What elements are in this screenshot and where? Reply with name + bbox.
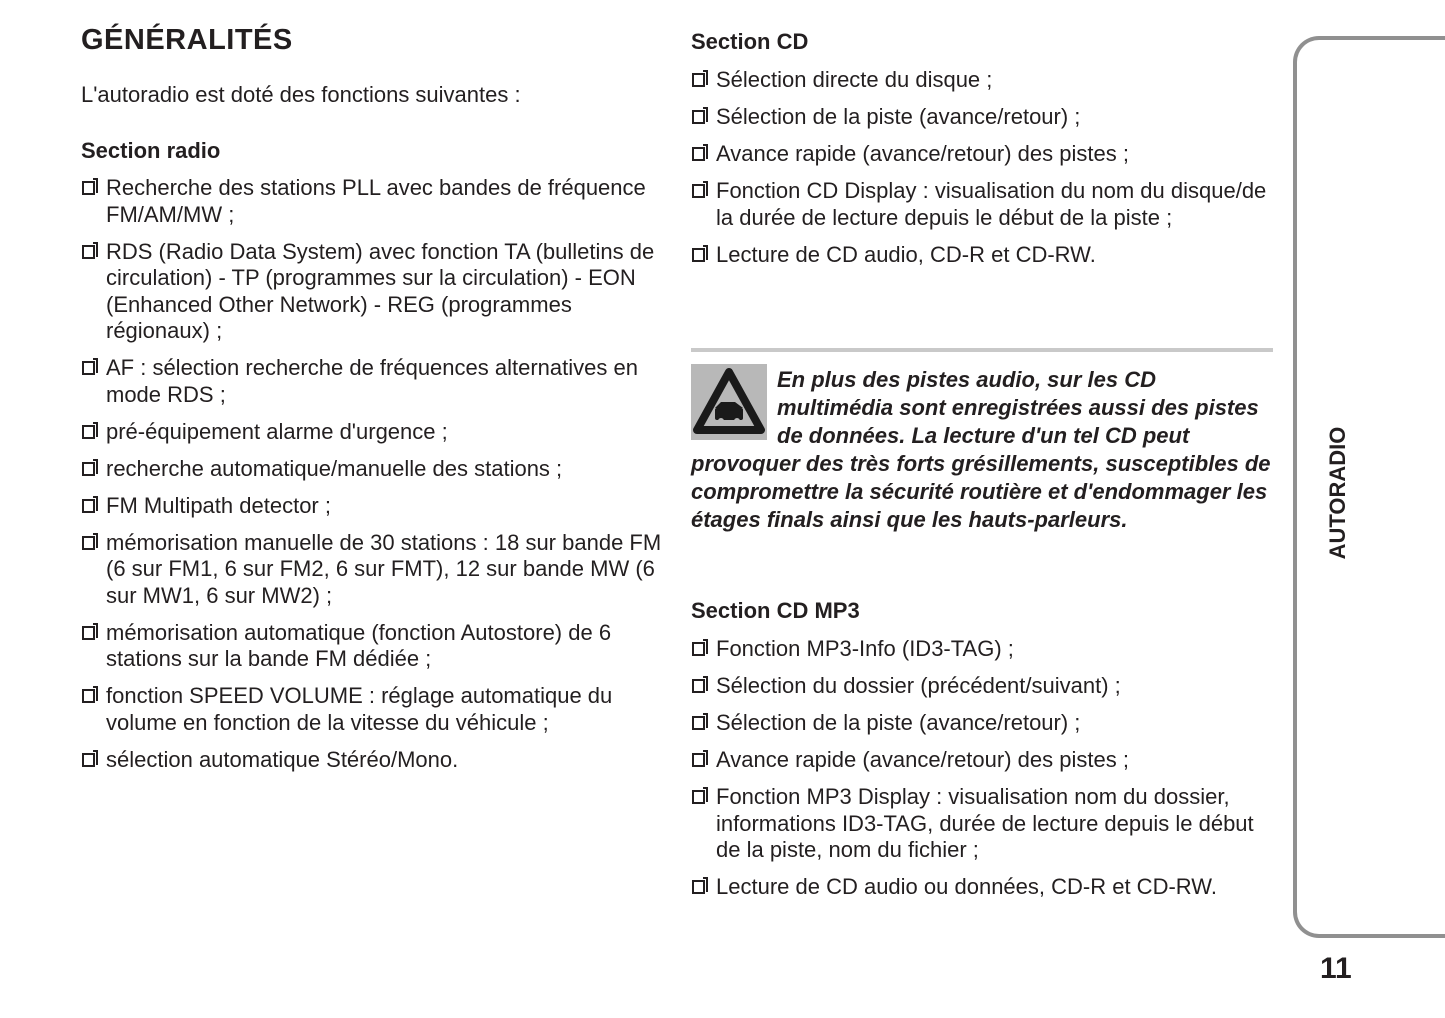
checkbox-bullet-icon bbox=[82, 499, 95, 513]
list-item: FM Multipath detector ; bbox=[81, 493, 671, 520]
chapter-tab bbox=[1293, 36, 1445, 938]
list-item: mémorisation automatique (fonction Autostore) de 6 stations sur la bande FM dédiée ; bbox=[81, 620, 671, 673]
warning-note bbox=[691, 366, 1273, 534]
mp3-list bbox=[691, 636, 1273, 911]
list-item: Sélection du dossier (précédent/suivant) ; bbox=[691, 673, 1273, 700]
checkbox-bullet-icon bbox=[692, 147, 705, 161]
list-item: Sélection de la piste (avance/retour) ; bbox=[691, 104, 1273, 131]
checkbox-bullet-icon bbox=[692, 110, 705, 124]
checkbox-bullet-icon bbox=[692, 73, 705, 87]
section-cd-title: Section CD bbox=[691, 29, 809, 54]
list-item: Avance rapide (avance/retour) des pistes ; bbox=[691, 747, 1273, 774]
section-radio-title: Section radio bbox=[81, 138, 221, 163]
warning-text: En plus des pistes audio, sur les CD multimédia sont enregistrées aussi des pistes de données. La lecture d'un tel CD peut provoquer des très forts grésillements, susceptibles de compromettre la sécurité routière et d'endommager les étages finals ainsi que les hauts-parleurs. bbox=[691, 367, 1271, 532]
checkbox-bullet-icon bbox=[692, 642, 705, 656]
checkbox-bullet-icon bbox=[692, 248, 705, 262]
checkbox-bullet-icon bbox=[692, 880, 705, 894]
list-item: Lecture de CD audio, CD-R et CD-RW. bbox=[691, 242, 1273, 269]
checkbox-bullet-icon bbox=[82, 462, 95, 476]
checkbox-bullet-icon bbox=[692, 753, 705, 767]
list-item: Fonction MP3-Info (ID3-TAG) ; bbox=[691, 636, 1273, 663]
checkbox-bullet-icon bbox=[82, 245, 95, 259]
checkbox-bullet-icon bbox=[692, 790, 705, 804]
page-number: 11 bbox=[1320, 952, 1352, 985]
list-item: AF : sélection recherche de fréquences alternatives en mode RDS ; bbox=[81, 355, 671, 408]
warning-triangle-van-icon bbox=[691, 364, 767, 440]
checkbox-bullet-icon bbox=[82, 753, 95, 767]
list-item: Fonction CD Display : visualisation du nom du disque/de la durée de lecture depuis le début de la piste ; bbox=[691, 178, 1273, 231]
list-item: recherche automatique/manuelle des stations ; bbox=[81, 456, 671, 483]
radio-list bbox=[81, 175, 671, 784]
list-item: sélection automatique Stéréo/Mono. bbox=[81, 747, 671, 774]
list-item: mémorisation manuelle de 30 stations : 18 sur bande FM (6 sur FM1, 6 sur FM2, 6 sur FMT), 12 sur bande MW (6 sur MW1, 6 sur MW2) ; bbox=[81, 530, 671, 610]
list-item: Avance rapide (avance/retour) des pistes ; bbox=[691, 141, 1273, 168]
list-item: pré-équipement alarme d'urgence ; bbox=[81, 419, 671, 446]
list-item: Lecture de CD audio ou données, CD-R et CD-RW. bbox=[691, 874, 1273, 901]
checkbox-bullet-icon bbox=[82, 181, 95, 195]
chapter-tab-label: AUTORADIO bbox=[1325, 426, 1350, 560]
list-item: Recherche des stations PLL avec bandes de fréquence FM/AM/MW ; bbox=[81, 175, 671, 228]
list-item: Sélection directe du disque ; bbox=[691, 67, 1273, 94]
divider bbox=[691, 348, 1273, 352]
list-item: RDS (Radio Data System) avec fonction TA (bulletins de circulation) - TP (programmes sur la circulation) - EON (Enhanced Other Network) - REG (programmes régionaux) ; bbox=[81, 239, 671, 345]
list-item: Sélection de la piste (avance/retour) ; bbox=[691, 710, 1273, 737]
intro-text: L'autoradio est doté des fonctions suivantes : bbox=[81, 82, 521, 107]
list-item: fonction SPEED VOLUME : réglage automatique du volume en fonction de la vitesse du véhicule ; bbox=[81, 683, 671, 736]
list-item: Fonction MP3 Display : visualisation nom du dossier, informations ID3-TAG, durée de lecture depuis le début de la piste, nom du fichier ; bbox=[691, 784, 1273, 864]
checkbox-bullet-icon bbox=[692, 716, 705, 730]
section-mp3-title: Section CD MP3 bbox=[691, 598, 860, 623]
checkbox-bullet-icon bbox=[82, 689, 95, 703]
page-title: GÉNÉRALITÉS bbox=[81, 24, 293, 56]
cd-list bbox=[691, 67, 1273, 279]
checkbox-bullet-icon bbox=[82, 361, 95, 375]
checkbox-bullet-icon bbox=[82, 626, 95, 640]
checkbox-bullet-icon bbox=[82, 536, 95, 550]
checkbox-bullet-icon bbox=[82, 425, 95, 439]
checkbox-bullet-icon bbox=[692, 679, 705, 693]
checkbox-bullet-icon bbox=[692, 184, 705, 198]
